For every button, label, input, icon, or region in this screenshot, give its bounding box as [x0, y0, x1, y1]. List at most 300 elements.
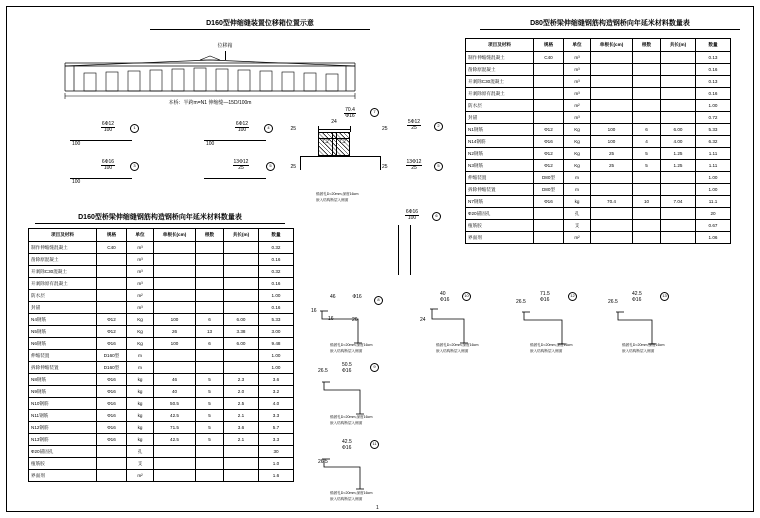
right-table-cell: m³	[564, 112, 591, 124]
left-table-cell	[154, 458, 196, 470]
detail-12-dim-715: 71.5	[540, 291, 550, 297]
left-table-cell	[154, 302, 196, 314]
left-table-cell: 支	[127, 458, 154, 470]
table-row	[466, 172, 731, 184]
right-table-cell: 4.00	[661, 136, 696, 148]
right-table-cell	[661, 208, 696, 220]
left-table-cell: 界面剂	[29, 470, 97, 482]
left-table-cell	[196, 242, 224, 254]
callout-4-text: $\frac{6Ф12}{100}$	[235, 121, 249, 134]
right-th-0: 项目及材料	[466, 39, 534, 52]
detail-12-note-1: 锚固孔D=20mm,深度16cm	[530, 343, 573, 347]
left-table-cell	[224, 362, 259, 374]
left-table-cell: 1.00	[259, 362, 294, 374]
left-table-cell	[154, 350, 196, 362]
detail-10-dim-24: 24	[420, 317, 426, 323]
right-table-cell: 孔	[564, 208, 591, 220]
left-th-0: 项目及材料	[29, 229, 97, 242]
detail-9-dim-265: 26.5	[318, 368, 328, 374]
right-table-cell: 0.67	[696, 220, 731, 232]
detail-12-dim-265: 26.5	[516, 299, 526, 305]
detail-11-bar: Ф16	[342, 445, 352, 451]
table-row	[466, 100, 731, 112]
table-row	[29, 314, 294, 326]
callout-5-text: $\frac{13Ф12}{25}$	[233, 159, 249, 172]
table-row	[466, 184, 731, 196]
left-table-cell	[196, 470, 224, 482]
detail-8-note-1: 锚固孔D=20mm,深度16cm	[330, 343, 373, 347]
detail-13-bar: Ф16	[632, 297, 642, 303]
left-th-4: 根数	[196, 229, 224, 242]
right-table-cell: 100	[591, 124, 633, 136]
right-table-cell: N7钢筋	[466, 196, 534, 208]
left-table-cell: N5钢筋	[29, 326, 97, 338]
left-table-cell	[97, 254, 127, 266]
left-table-cell	[154, 242, 196, 254]
left-table-cell: 2.0	[224, 386, 259, 398]
right-table-cell: 伸缩装置	[466, 172, 534, 184]
right-table-cell	[661, 220, 696, 232]
right-table-cell: Ф12	[534, 124, 564, 136]
left-table-cell: 13	[196, 326, 224, 338]
left-table-cell: m²	[127, 470, 154, 482]
left-table-header-row	[29, 229, 294, 242]
left-table-cell: Kg	[127, 314, 154, 326]
right-table-cell	[661, 76, 696, 88]
left-table-cell	[224, 350, 259, 362]
right-table-cell	[591, 100, 633, 112]
right-table-cell: 1.06	[696, 232, 731, 244]
left-table-cell	[154, 470, 196, 482]
right-table-cell	[633, 220, 661, 232]
table-row	[29, 470, 294, 482]
right-table-cell	[591, 88, 633, 100]
left-table-cell: N13钢筋	[29, 434, 97, 446]
left-table-cell: m³	[127, 242, 154, 254]
right-table-cell	[661, 112, 696, 124]
left-table-cell: 5.7	[259, 422, 294, 434]
right-table-cell: 制作伸缩缝混凝土	[466, 52, 534, 64]
right-th-1: 规格	[534, 39, 564, 52]
right-table-cell: m³	[564, 52, 591, 64]
left-table-cell: 3.00	[259, 326, 294, 338]
left-table-cell	[196, 302, 224, 314]
left-table-cell: kg	[127, 410, 154, 422]
section-dim-25-c: 25	[382, 126, 388, 132]
left-table-cell: 46	[154, 374, 196, 386]
left-table-cell: m³	[127, 278, 154, 290]
table-row	[466, 196, 731, 208]
right-table-cell	[633, 52, 661, 64]
displacement-box-label: 位移箱	[217, 43, 233, 49]
left-table-cell: N6钢筋	[29, 338, 97, 350]
left-table-cell: 5.33	[259, 314, 294, 326]
callout-2-text: $\frac{5Ф12}{25}$	[407, 119, 421, 132]
left-table-cell	[97, 266, 127, 278]
detail-8-bar: Ф16	[352, 294, 362, 300]
section-note-2: 嵌入结构断层入侧面	[316, 198, 349, 202]
right-table-cell	[633, 100, 661, 112]
right-table-cell: Ф20锚固孔	[466, 208, 534, 220]
left-table-cell	[97, 470, 127, 482]
left-table-cell: 2.3	[224, 374, 259, 386]
detail-8-marker: 8	[374, 296, 383, 305]
left-table-cell: C40	[97, 242, 127, 254]
left-table-cell	[97, 458, 127, 470]
right-table-cell	[633, 112, 661, 124]
detail-12-note-2: 嵌入结构断层入侧面	[530, 349, 563, 353]
right-table-cell: m³	[564, 76, 591, 88]
table-row	[29, 302, 294, 314]
left-table-cell: Kg	[127, 326, 154, 338]
left-table-cell: 1.00	[259, 350, 294, 362]
right-table-cell	[633, 172, 661, 184]
right-table-cell: 5.33	[696, 124, 731, 136]
table-row	[29, 338, 294, 350]
left-table-cell: 26	[154, 326, 196, 338]
right-table-cell: 11.1	[696, 196, 731, 208]
detail-8-dim-16b: 16	[328, 316, 334, 322]
left-table-cell: 0.32	[259, 242, 294, 254]
left-table-cell: 6	[196, 314, 224, 326]
left-table-cell: N9钢筋	[29, 386, 97, 398]
right-table-cell: 1.25	[661, 148, 696, 160]
right-table-cell: N2钢筋	[466, 148, 534, 160]
left-table-cell: 2.1	[224, 434, 259, 446]
left-table-cell: 9.48	[259, 338, 294, 350]
detail-13-marker: 13	[660, 292, 669, 301]
elevation-outline	[60, 55, 360, 100]
right-table-cell: 开剥除C30混凝土	[466, 76, 534, 88]
table-row	[466, 64, 731, 76]
right-table-cell	[534, 64, 564, 76]
left-table-cell: D160型	[97, 350, 127, 362]
detail-9-bar: Ф16	[342, 368, 352, 374]
detail-10-dim-40: 40	[440, 291, 446, 297]
right-table-cell: kg	[564, 196, 591, 208]
left-table-cell: Ф12	[97, 314, 127, 326]
table-row	[466, 220, 731, 232]
right-table-cell: Ф12	[534, 160, 564, 172]
right-table-cell	[633, 184, 661, 196]
table-row	[29, 422, 294, 434]
right-table-cell	[591, 220, 633, 232]
left-table-title: D160型桥梁伸缩缝钢筋构造钢桥向年延米材料数量表	[35, 212, 285, 224]
left-table-cell	[97, 446, 127, 458]
left-table-cell: 伸缩装置	[29, 350, 97, 362]
right-table-cell: 界面剂	[466, 232, 534, 244]
callout-6-marker: 5	[434, 162, 443, 171]
right-table-cell: 0.16	[696, 88, 731, 100]
left-table-cell: 6	[196, 338, 224, 350]
detail-10-bar: Ф16	[440, 297, 450, 303]
right-table-cell: Ф16	[534, 196, 564, 208]
left-table-cell: 30	[259, 446, 294, 458]
detail-10-note-2: 嵌入结构断层入侧面	[436, 349, 469, 353]
right-table-cell: N14钢筋	[466, 136, 534, 148]
right-table-cell: 拆除伸缩装置	[466, 184, 534, 196]
callout-6b-text: $\frac{6Ф16}{100}$	[405, 209, 419, 222]
right-table-cell	[661, 88, 696, 100]
right-table-cell: m	[564, 184, 591, 196]
right-table-cell: 4	[633, 136, 661, 148]
left-table-cell: 5	[196, 434, 224, 446]
right-table-cell	[534, 112, 564, 124]
right-table-cell: 1.11	[696, 148, 731, 160]
left-table-cell	[196, 266, 224, 278]
left-table-cell	[224, 302, 259, 314]
left-table-cell	[154, 254, 196, 266]
left-table-cell: N4钢筋	[29, 314, 97, 326]
detail-8-dim-46: 46	[330, 294, 336, 300]
left-table-cell: 1.6	[259, 470, 294, 482]
left-table-cell: 封锚	[29, 302, 97, 314]
detail-11-marker: 11	[370, 440, 379, 449]
right-table-cell	[633, 76, 661, 88]
left-table-cell	[224, 446, 259, 458]
right-table-cell	[534, 220, 564, 232]
left-table-cell: 防水层	[29, 290, 97, 302]
left-table-cell: 孔	[127, 446, 154, 458]
detail-10-marker: 10	[462, 292, 471, 301]
right-table-cell: 凿除原混凝土	[466, 64, 534, 76]
detail-11-dim-425: 42.5	[342, 439, 352, 445]
right-table-cell: 20	[696, 208, 731, 220]
right-table-cell: m²	[564, 232, 591, 244]
left-table-cell	[97, 290, 127, 302]
right-table-cell: 70.4	[591, 196, 633, 208]
left-table-cell	[224, 278, 259, 290]
left-table-cell: 1.0	[259, 458, 294, 470]
left-table-cell: 5	[196, 422, 224, 434]
left-table-cell: N8钢筋	[29, 374, 97, 386]
right-table-cell: 100	[591, 136, 633, 148]
left-material-table	[28, 228, 294, 482]
callout-1-text: $\frac{6Ф12}{100}$	[101, 121, 115, 134]
page-number: 1	[376, 505, 379, 511]
left-table-cell: m	[127, 350, 154, 362]
left-table-cell: Ф16	[97, 398, 127, 410]
left-table-cell: 凿除原混凝土	[29, 254, 97, 266]
left-table-cell: kg	[127, 422, 154, 434]
left-table-cell: Ф16	[97, 386, 127, 398]
right-table-cell	[591, 64, 633, 76]
right-table-cell: 6	[633, 124, 661, 136]
left-table-cell: 拆除伸缩装置	[29, 362, 97, 374]
right-table-cell: 0.13	[696, 76, 731, 88]
callout-5-marker: 5	[266, 162, 275, 171]
right-table-cell: m²	[564, 100, 591, 112]
section-note-1: 锚固孔D=20mm,深度16cm	[316, 192, 359, 196]
detail-12-bar: Ф16	[540, 297, 550, 303]
left-table-cell: m³	[127, 302, 154, 314]
left-table-cell: Ф16	[97, 374, 127, 386]
right-table-cell: 支	[564, 220, 591, 232]
left-table-cell	[154, 290, 196, 302]
left-table-cell: 0.32	[259, 266, 294, 278]
right-table-cell: m³	[564, 88, 591, 100]
left-table-cell: 2.5	[224, 398, 259, 410]
table-row	[29, 398, 294, 410]
left-th-5: 共长(m)	[224, 229, 259, 242]
right-table-cell: 植筋胶	[466, 220, 534, 232]
left-table-cell: kg	[127, 398, 154, 410]
detail-9-marker: 9	[370, 363, 379, 372]
detail-11-note-2: 嵌入结构断层入侧面	[330, 497, 363, 501]
right-table-cell	[633, 64, 661, 76]
table-row	[29, 290, 294, 302]
left-table-cell	[224, 242, 259, 254]
table-row	[29, 446, 294, 458]
left-table-cell: Kg	[127, 338, 154, 350]
left-table-cell: m²	[127, 290, 154, 302]
table-row	[466, 88, 731, 100]
left-table-cell	[196, 362, 224, 374]
table-row	[29, 386, 294, 398]
left-table-cell: 5	[196, 398, 224, 410]
right-table-cell: D80型	[534, 172, 564, 184]
table-row	[29, 254, 294, 266]
left-table-cell: 开剥除C30混凝土	[29, 266, 97, 278]
right-table-cell: 1.00	[696, 184, 731, 196]
left-table-cell	[97, 278, 127, 290]
left-table-cell: 3.38	[224, 326, 259, 338]
left-table-cell: D160型	[97, 362, 127, 374]
right-table-cell	[633, 88, 661, 100]
right-table-cell	[633, 208, 661, 220]
table-row	[29, 458, 294, 470]
left-table-cell	[196, 278, 224, 290]
left-table-cell: 5	[196, 374, 224, 386]
right-table-cell	[534, 208, 564, 220]
left-table-cell: Ф16	[97, 422, 127, 434]
left-table-cell: m³	[127, 266, 154, 278]
table-row	[466, 232, 731, 244]
callout-4-marker: 4	[264, 124, 273, 133]
right-table-cell: 防水层	[466, 100, 534, 112]
left-table-cell: 1.00	[259, 290, 294, 302]
right-table-cell: Ф12	[534, 148, 564, 160]
left-table-cell: 40	[154, 386, 196, 398]
left-table-cell: m	[127, 362, 154, 374]
left-table-cell: 2.1	[224, 410, 259, 422]
section-dim-24: 24	[331, 119, 337, 125]
left-table-cell	[224, 458, 259, 470]
table-row	[29, 326, 294, 338]
right-table-title: D80型桥梁伸缩缝钢筋构造钢桥向年延米材料数量表	[480, 18, 740, 30]
right-th-4: 根数	[633, 39, 661, 52]
right-table-cell	[661, 52, 696, 64]
left-table-cell: 4.0	[259, 398, 294, 410]
left-table-cell: Ф16	[97, 410, 127, 422]
table-row	[466, 148, 731, 160]
right-table-cell	[534, 232, 564, 244]
left-table-cell: 5	[196, 386, 224, 398]
callout-7-marker: 7	[370, 108, 379, 117]
left-table-cell: 3.3	[259, 410, 294, 422]
left-table-cell: 开剥除原有混凝土	[29, 278, 97, 290]
left-table-cell: 3.6	[224, 422, 259, 434]
left-table-cell: 0.16	[259, 278, 294, 290]
left-table-cell: kg	[127, 434, 154, 446]
table-row	[29, 434, 294, 446]
right-th-2: 单位	[564, 39, 591, 52]
left-table-cell: 6.00	[224, 338, 259, 350]
right-table-cell	[591, 184, 633, 196]
right-table-cell: 25	[591, 148, 633, 160]
table-row	[466, 160, 731, 172]
right-table-cell: Kg	[564, 160, 591, 172]
detail-11-dim-265: 26.5	[318, 459, 328, 465]
table-row	[29, 374, 294, 386]
detail-9-note-2: 嵌入结构断层入侧面	[330, 421, 363, 425]
left-table-cell: Ф12	[97, 326, 127, 338]
left-table-cell: Ф20锚固孔	[29, 446, 97, 458]
right-table-cell	[661, 184, 696, 196]
right-th-3: 单根长(cm)	[591, 39, 633, 52]
right-table-cell: 1.11	[696, 160, 731, 172]
left-table-cell: 制作伸缩缝混凝土	[29, 242, 97, 254]
right-table-cell	[591, 232, 633, 244]
callout-1-marker: 1	[130, 124, 139, 133]
left-table-cell: 3.6	[259, 374, 294, 386]
right-table-cell: 开剥除原有混凝土	[466, 88, 534, 100]
left-table-cell	[154, 278, 196, 290]
detail-10-note-1: 锚固孔D=20mm,深度16cm	[436, 343, 479, 347]
left-table-cell: m³	[127, 254, 154, 266]
left-table-cell	[97, 302, 127, 314]
callout-3-dim: 100	[72, 179, 81, 185]
right-table-cell: 封锚	[466, 112, 534, 124]
left-table-cell	[154, 266, 196, 278]
left-th-3: 单根长(cm)	[154, 229, 196, 242]
detail-12-marker: 12	[568, 292, 577, 301]
detail-13-note-2: 嵌入结构断层入侧面	[622, 349, 655, 353]
table-row	[29, 242, 294, 254]
right-table-cell: 6.00	[661, 124, 696, 136]
detail-8-dim-26: 26	[352, 317, 358, 323]
callout-2-marker: 2	[434, 122, 443, 131]
callout-3-marker: 3	[130, 162, 139, 171]
left-th-6: 数量	[259, 229, 294, 242]
left-table-cell	[224, 470, 259, 482]
left-table-cell: 0.16	[259, 302, 294, 314]
section-dim-25-b: 25	[290, 164, 296, 170]
callout-4-dim: 100	[206, 141, 215, 147]
table-row	[466, 208, 731, 220]
right-table-cell: 1.00	[696, 172, 731, 184]
table-row	[29, 350, 294, 362]
right-table-cell: 5	[633, 160, 661, 172]
left-table-cell	[154, 362, 196, 374]
right-table-cell	[534, 100, 564, 112]
left-table-cell: N12钢筋	[29, 422, 97, 434]
left-table-cell: 50.5	[154, 398, 196, 410]
right-table-cell	[534, 88, 564, 100]
left-table-cell	[196, 446, 224, 458]
table-row	[29, 410, 294, 422]
right-table-header-row	[466, 39, 731, 52]
left-table-cell: 100	[154, 314, 196, 326]
table-row	[29, 278, 294, 290]
right-table-cell: Kg	[564, 148, 591, 160]
table-row	[29, 266, 294, 278]
left-th-2: 单位	[127, 229, 154, 242]
table-row	[466, 52, 731, 64]
right-table-cell: 7.04	[661, 196, 696, 208]
right-table-cell	[591, 172, 633, 184]
left-table-cell: 42.5	[154, 410, 196, 422]
